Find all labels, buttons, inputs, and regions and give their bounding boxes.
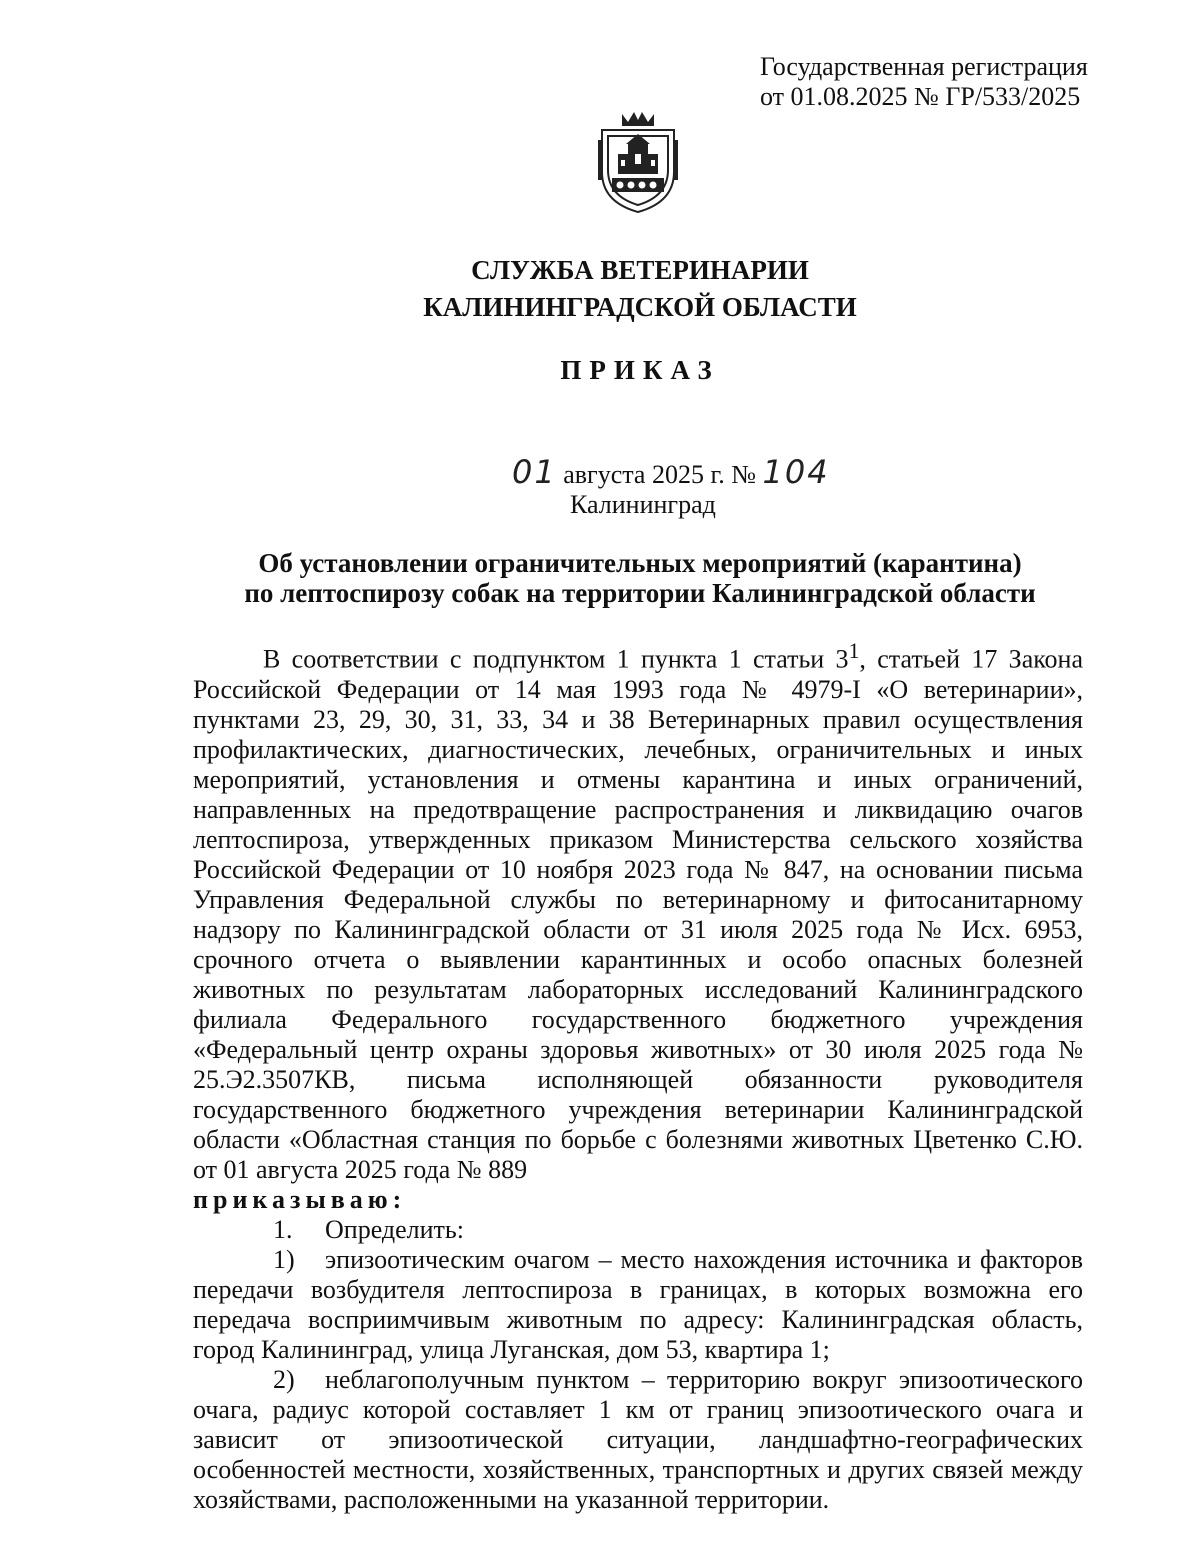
title-line-2: по лептоспирозу собак на территории Калининградской области [244,578,1036,608]
organization-line-2: КАЛИНИНГРАДСКОЙ ОБЛАСТИ [423,292,857,322]
registration-line-1: Государственная регистрация [760,52,1088,81]
city: Калининград [570,490,716,519]
handwritten-day: 01 [512,453,557,491]
organization-name [0,252,1200,326]
order-date-number [512,453,830,491]
subitem-1-text: эпизоотическим очагом – место нахождения источника и факторов передачи возбудителя лептоспироза в границах, в которых возможна его передача восприимчивым животным по адресу: Калининградская область, город Калининград, улица Луганская, дом 53, квартира 1; [193,1244,1083,1364]
document-body [193,636,1083,1515]
item-1-text: Определить: [325,1214,464,1244]
document-title [0,548,1200,608]
preamble-paragraph [193,636,1083,1185]
preamble-part-b: , статьей 17 Закона Российской Федерации от 14 мая 1993 года № 4979-I «О ветеринарии», пунктами 23, 29, 30, 31, 33, 34 и 38 Ветеринарных правил осуществления профилактических, диагностических, лечебных, ограничительных и иных мероприятий, установления и отмены карантина и иных ограничений, направленных на предотвращение распространения и ликвидацию очагов лептоспироза, утвержденных приказом Министерства сельского хозяйства Российской Федерации от 10 ноября 2023 года № 847, на основании письма Управления Федеральной службы по ветеринарному и фитосанитарному надзору по Калининградской области от 31 июля 2025 года № Исх. 6953, срочного отчета о выявлении карантинных и особо опасных болезней животных по результатам лабораторных исследований Калининградского филиала Федерального государственного бюджетного учреждения «Федеральный центр охраны здоровья животных» от 30 июля 2025 года № 25.Э2.3507КВ, письма исполняющей обязанности руководителя государственного бюджетного учреждения ветеринарии Калининградской области «Областная станция по борьбе с болезнями животных Цветенко С.Ю. от 01 августа 2025 года № 889 [193,644,1084,1184]
preamble-part-a: В соответствии с подпунктом 1 пункта 1 статьи 3 [263,644,849,674]
subitem-2-number: 2) [273,1364,295,1394]
title-line-1: Об установлении ограничительных мероприятий (карантина) [258,548,1022,578]
subitem-1 [193,1245,1083,1365]
registration-stamp [760,52,1150,112]
item-1-number: 1. [273,1214,293,1244]
preamble-superscript: 1 [848,639,860,663]
order-word: приказываю: [193,1184,407,1214]
subitem-2 [193,1365,1083,1515]
document-type: ПРИКАЗ [560,355,720,385]
month-year: августа 2025 г. № [563,460,756,489]
handwritten-number: 104 [762,453,830,491]
subitem-2-text: неблагополучным пунктом – территорию вокруг эпизоотического очага, радиус которой составляет 1 км от границ эпизоотического очага и зависит от эпизоотической ситуации, ландшафтно-географических особенностей местности, хозяйственных, транспортных и других связей между хозяйствами, расположенными на указанной территории. [193,1364,1083,1514]
item-1 [193,1215,1083,1245]
registration-line-2: от 01.08.2025 № ГР/533/2025 [760,82,1081,111]
coat-of-arms-icon [592,110,684,216]
subitem-1-number: 1) [273,1244,295,1274]
organization-line-1: СЛУЖБА ВЕТЕРИНАРИИ [471,255,809,285]
